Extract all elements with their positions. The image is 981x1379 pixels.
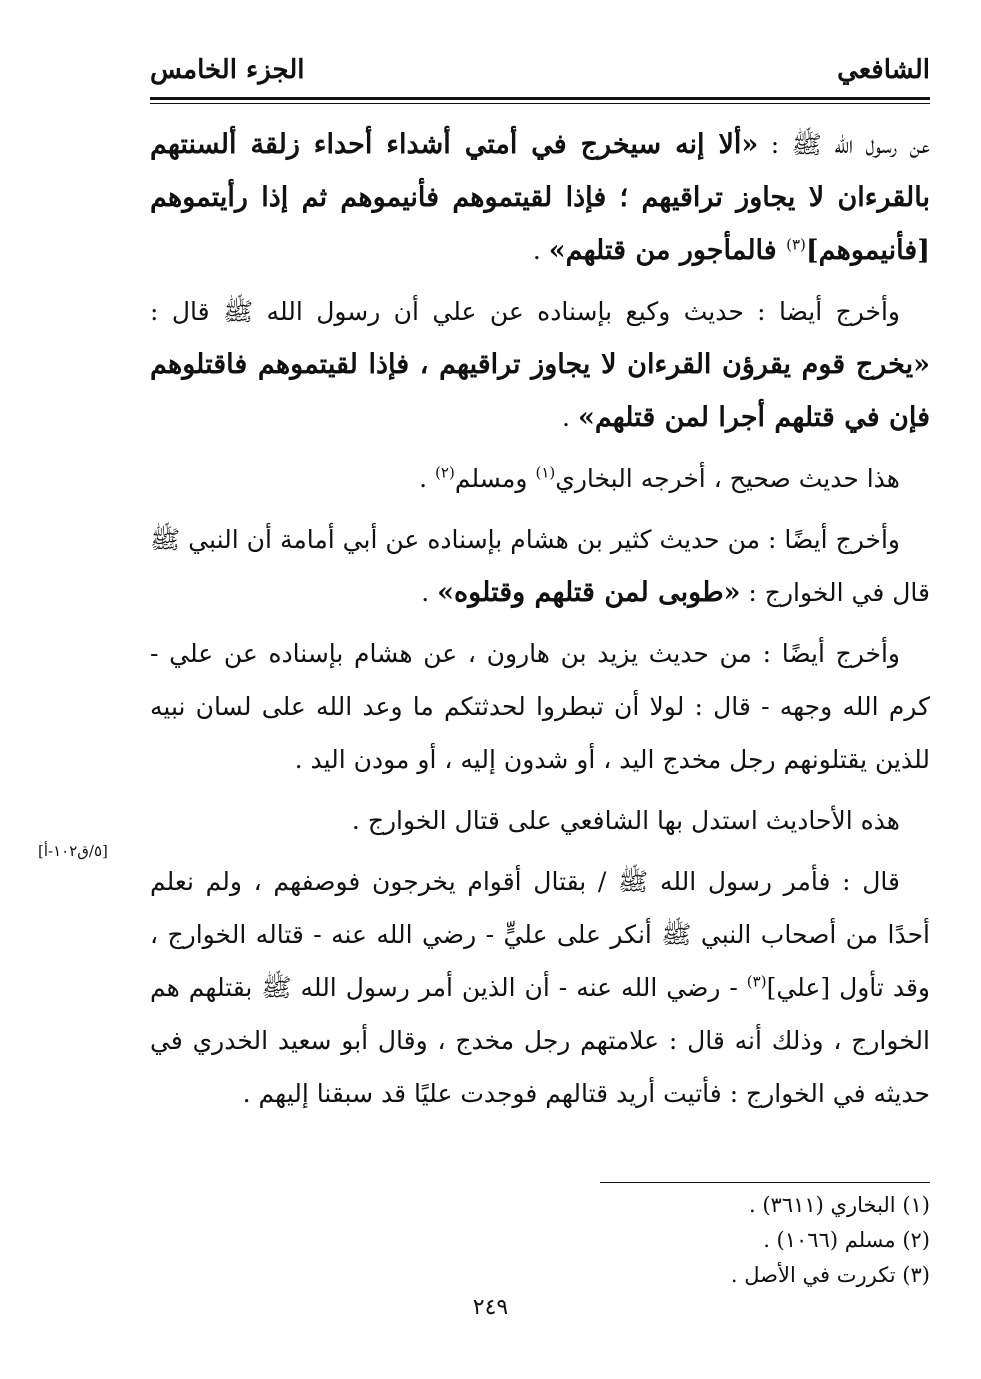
hadith-quote-3: «طوبى لمن قتلهم وقتلوه»: [437, 577, 741, 608]
paragraph-7-rest: - رضي الله عنه - أن الذين أمر رسول الله ﷺ بقتلهم هم الخوارج ، وذلك أنه قال : علامتهم رجل مخدج ، وقال أبو سعيد الخدري في حديثه في الخوارج : فأتيت أريد قتالهم فوجدت عليًا قد سبقنا إليهم .: [150, 973, 930, 1108]
paragraph-4: [150, 513, 930, 619]
footnote-2: (٢) مسلم (١٠٦٦) .: [763, 1228, 930, 1252]
main-text: [150, 118, 930, 1128]
volume-title: الجزء الخامس: [150, 55, 305, 85]
paragraph-5: [150, 627, 930, 786]
paragraph-3-mid: ومسلم: [454, 464, 536, 493]
footnote-ref-1: (١): [535, 463, 556, 482]
paragraph-2-intro: وأخرج أيضا : حديث وكيع بإسناده عن علي أن رسول الله ﷺ قال :: [150, 297, 900, 326]
paragraph-4-end: .: [421, 578, 438, 607]
paragraph-2-end: .: [562, 403, 578, 432]
paragraph-2: [150, 285, 930, 444]
paragraph-6: [150, 794, 930, 847]
paragraph-4-intro: وأخرج أيضًا : من حديث كثير بن هشام بإسناده عن أبي أمامة أن النبي ﷺ قال في الخوارج :: [150, 525, 930, 607]
paragraph-7: [150, 855, 930, 1120]
paragraph-7-intro: قال : فأمر رسول الله ﷺ / بقتال أقوام يخرجون فوصفهم ، ولم نعلم أحدًا من أصحاب النبي ﷺ أنكر على عليٍّ - رضي الله عنه - قتاله الخوارج ، وقد تأول [علي]: [150, 867, 930, 1002]
footnote-rule: [600, 1182, 930, 1183]
footnote-ref-3b: (٣): [746, 972, 767, 991]
paragraph-1-end: .: [532, 236, 549, 265]
page-header: [150, 55, 930, 95]
hadith-quote-1: «ألا إنه سيخرج في أمتي أشداء أحداء زلقة ألسنتهم بالقرءان لا يجاوز تراقيهم ؛ فإذا لقيتموهم فأنيموهم ثم إذا رأيتموهم [فأنيموهم]: [150, 129, 930, 266]
hadith-quote-1-end: فالمأجور من قتلهم»: [548, 235, 787, 266]
paragraph-1: [150, 118, 930, 277]
header-rule-thin: [150, 103, 930, 104]
paragraph-1-intro: عن رسول الله ﷺ :: [758, 130, 930, 159]
manuscript-folio-note: [٥/ق١٠٢-أ]: [38, 842, 108, 860]
paragraph-3: [150, 452, 930, 505]
hadith-quote-2: «يخرج قوم يقرؤن القرءان لا يجاوز تراقيهم ، فإذا لقيتموهم فاقتلوهم فإن في قتلهم أجرا لمن قتلهم»: [150, 349, 930, 433]
footnote-3: (٣) تكررت في الأصل .: [730, 1263, 930, 1287]
footnote-ref-2: (٢): [435, 463, 455, 482]
header-rule-thick: [150, 97, 930, 100]
book-title: الشافعي: [837, 55, 930, 85]
page-number: ٢٤٩: [472, 1295, 509, 1320]
footnote-1: (١) البخاري (٣٦١١) .: [749, 1193, 930, 1217]
paragraph-3-end: .: [419, 464, 436, 493]
footnote-ref-3: (٣): [786, 235, 806, 254]
paragraph-5-text: وأخرج أيضًا : من حديث يزيد بن هارون ، عن هشام بإسناده عن علي - كرم الله وجهه - قال : لولا أن تبطروا لحدثتكم ما وعد الله على لسان نبيه للذين يقتلونهم رجل مخدج اليد ، أو شدون إليه ، أو مودن اليد .: [150, 639, 930, 774]
footnotes: [600, 1188, 930, 1293]
paragraph-6-text: هذه الأحاديث استدل بها الشافعي على قتال الخوارج .: [351, 806, 900, 835]
paragraph-3-intro: هذا حديث صحيح ، أخرجه البخاري: [555, 464, 900, 493]
